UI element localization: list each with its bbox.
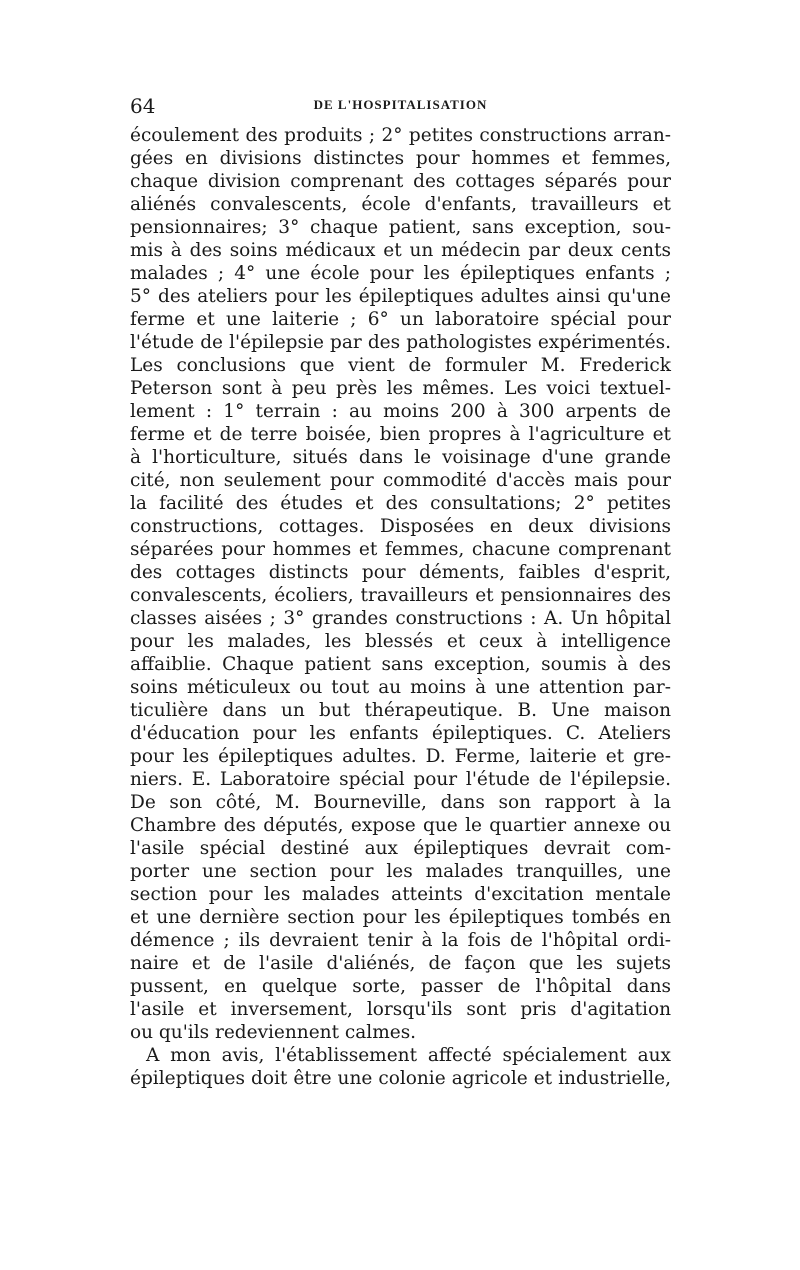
text-line: convalescents, écoliers, travailleurs et pensionnaires des (130, 585, 671, 606)
text-line: des cottages distincts pour déments, faibles d'esprit, (130, 562, 671, 583)
text-line: ferme et de terre boisée, bien propres à l'agriculture et (130, 424, 671, 445)
text-line: malades ; 4° une école pour les épileptiques enfants ; (130, 263, 671, 284)
text-line: séparées pour hommes et femmes, chacune comprenant (130, 539, 671, 560)
text-line: l'asile spécial destiné aux épileptiques devrait com- (130, 838, 671, 859)
text-line: soins méticuleux ou tout au moins à une attention par- (130, 677, 671, 698)
text-line: la facilité des études et des consultations; 2° petites (130, 493, 671, 514)
text-line: classes aisées ; 3° grandes constructions : A. Un hôpital (130, 608, 671, 629)
text-line: pour les malades, les blessés et ceux à intelligence (130, 631, 671, 652)
text-line: aliénés convalescents, école d'enfants, travailleurs et (130, 194, 671, 215)
text-line: à l'horticulture, situés dans le voisinage d'une grande (130, 447, 671, 468)
text-line: et une dernière section pour les épileptiques tombés en (130, 907, 671, 928)
text-line: Les conclusions que vient de formuler M. Frederick (130, 355, 671, 376)
text-line: cité, non seulement pour commodité d'accès mais pour (130, 470, 671, 491)
text-line: Chambre des députés, expose que le quartier annexe ou (130, 815, 671, 836)
text-line: ticulière dans un but thérapeutique. B. Une maison (130, 700, 671, 721)
text-line: pour les épileptiques adultes. D. Ferme, laiterie et gre- (130, 746, 671, 767)
text-line-paragraph-start: A mon avis, l'établissement affecté spécialement aux (146, 1045, 671, 1066)
text-line: niers. E. Laboratoire spécial pour l'étude de l'épilepsie. (130, 769, 671, 790)
text-line: pensionnaires; 3° chaque patient, sans exception, sou- (130, 217, 671, 238)
text-line: lement : 1° terrain : au moins 200 à 300 arpents de (130, 401, 671, 422)
text-line: porter une section pour les malades tranquilles, une (130, 861, 671, 882)
text-line: ferme et une laiterie ; 6° un laboratoire spécial pour (130, 309, 671, 330)
text-line: d'éducation pour les enfants épileptiques. C. Ateliers (130, 723, 671, 744)
text-line: écoulement des produits ; 2° petites constructions arran- (130, 125, 671, 146)
text-line: pussent, en quelque sorte, passer de l'hôpital dans (130, 976, 671, 997)
text-line: épileptiques doit être une colonie agricole et industrielle, (130, 1068, 671, 1089)
running-title: DE L'HOSPITALISATION (313, 97, 488, 112)
text-line: section pour les malades atteints d'excitation mentale (130, 884, 671, 905)
text-line: démence ; ils devraient tenir à la fois de l'hôpital ordi- (130, 930, 671, 951)
page-number: 64 (130, 94, 156, 118)
text-line: gées en divisions distinctes pour hommes et femmes, (130, 148, 671, 169)
body-text (130, 124, 671, 1090)
text-line: l'asile et inversement, lorsqu'ils sont pris d'agitation (130, 999, 671, 1020)
text-line: mis à des soins médicaux et un médecin par deux cents (130, 240, 671, 261)
running-head (130, 94, 671, 118)
text-line: naire et de l'asile d'aliénés, de façon que les sujets (130, 953, 671, 974)
text-line: chaque division comprenant des cottages séparés pour (130, 171, 671, 192)
text-line: 5° des ateliers pour les épileptiques adultes ainsi qu'une (130, 286, 671, 307)
text-line: Peterson sont à peu près les mêmes. Les voici textuel- (130, 378, 671, 399)
text-line: De son côté, M. Bourneville, dans son rapport à la (130, 792, 671, 813)
text-line: constructions, cottages. Disposées en deux divisions (130, 516, 671, 537)
text-line-paragraph-end: ou qu'ils redeviennent calmes. (130, 1022, 417, 1043)
text-line: affaiblie. Chaque patient sans exception, soumis à des (130, 654, 671, 675)
text-line: l'étude de l'épilepsie par des pathologistes expérimentés. (130, 332, 671, 353)
